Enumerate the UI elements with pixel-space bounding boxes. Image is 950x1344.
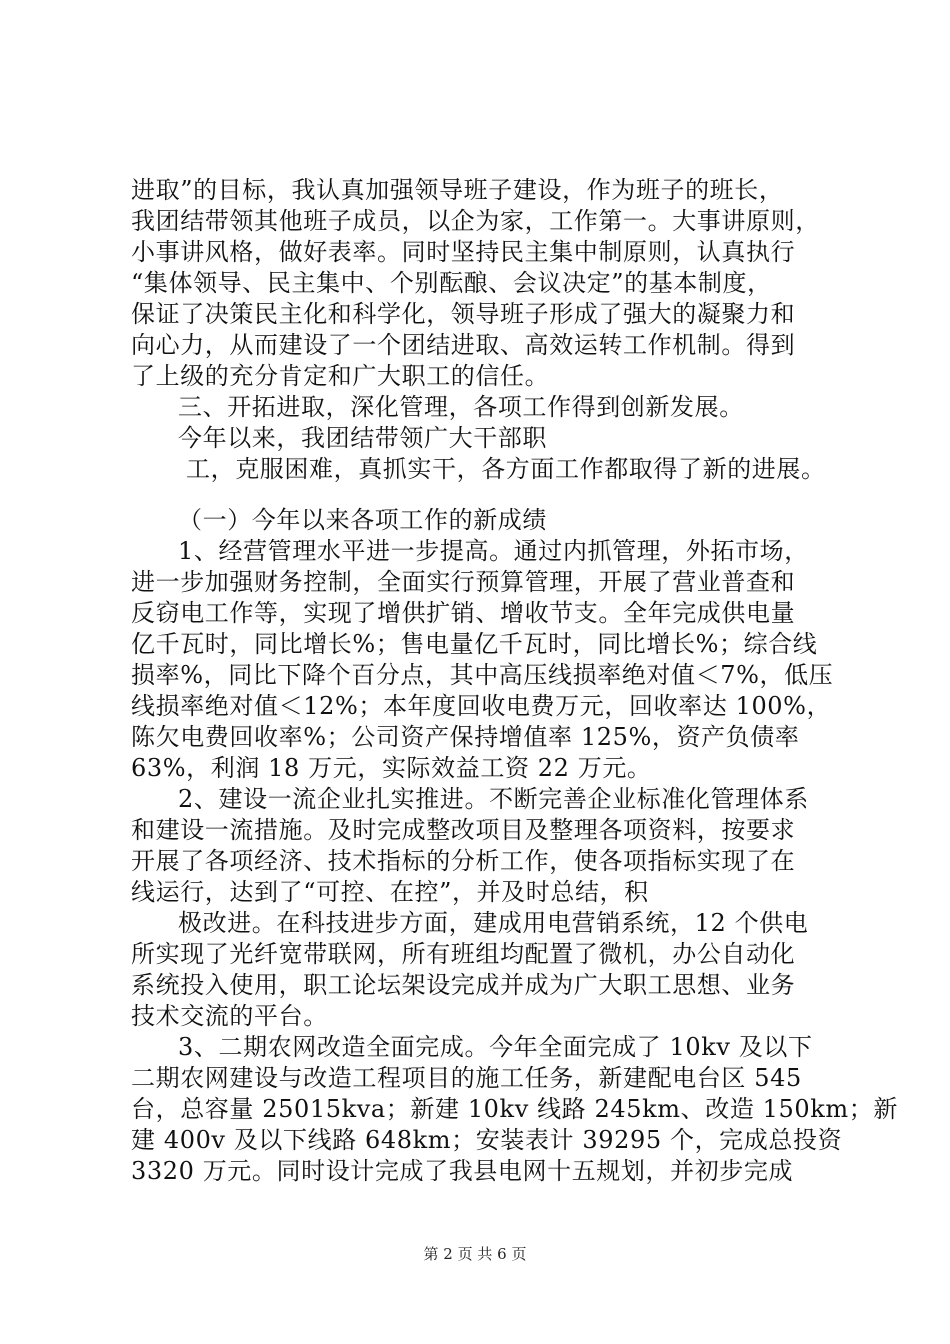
subsection-heading-1: （一）今年以来各项工作的新成绩	[178, 506, 547, 534]
text-line-22: 开展了各项经济、技术指标的分析工作，使各项指标实现了在	[131, 847, 796, 875]
page-footer: 第 2 页 共 6 页	[423, 1245, 527, 1263]
text-line-9: 今年以来，我团结带领广大干部职	[178, 424, 547, 452]
text-line-3: 小事讲风格，做好表率。同时坚持民主集中制原则，认真执行	[131, 238, 796, 266]
text-line-5: 保证了决策民主化和科学化，领导班子形成了强大的凝聚力和	[131, 300, 796, 328]
text-line-24: 极改进。在科技进步方面，建成用电营销系统，12 个供电	[178, 909, 809, 937]
text-line-28: 3、二期农网改造全面完成。今年全面完成了 10kv 及以下	[178, 1033, 813, 1061]
text-line-25: 所实现了光纤宽带联网，所有班组均配置了微机，办公自动化	[131, 940, 796, 968]
text-line-31: 建 400v 及以下线路 648km；安装表计 39295 个，完成总投资	[131, 1126, 843, 1154]
text-line-30: 台，总容量 25015kva；新建 10kv 线路 245km、改造 150km；新	[131, 1095, 898, 1123]
text-line-13: 进一步加强财务控制，全面实行预算管理，开展了营业普查和	[131, 568, 796, 596]
text-line-16: 损率%，同比下降个百分点，其中高压线损率绝对值＜7%，低压	[131, 661, 834, 689]
text-line-6: 向心力，从而建设了一个团结进取、高效运转工作机制。得到	[131, 331, 796, 359]
text-line-1: 进取”的目标，我认真加强领导班子建设，作为班子的班长，	[131, 176, 784, 204]
text-line-7: 了上级的充分肯定和广大职工的信任。	[131, 362, 550, 390]
text-line-21: 和建设一流措施。及时完成整改项目及整理各项资料，按要求	[131, 816, 796, 844]
text-line-4: “集体领导、民主集中、个别酝酿、会议决定”的基本制度，	[131, 269, 772, 297]
text-line-32: 3320 万元。同时设计完成了我县电网十五规划，并初步完成	[131, 1157, 794, 1185]
section-heading-3: 三、开拓进取，深化管理，各项工作得到创新发展。	[178, 393, 744, 421]
text-line-27: 技术交流的平台。	[131, 1002, 328, 1030]
text-line-23: 线运行，达到了“可控、在控”，并及时总结，积	[131, 878, 649, 906]
text-line-17: 线损率绝对值＜12%；本年度回收电费万元，回收率达 100%，	[131, 692, 832, 720]
text-line-12: 1、经营管理水平进一步提高。通过内抓管理，外拓市场，	[178, 537, 809, 565]
text-line-15: 亿千瓦时，同比增长%；售电量亿千瓦时，同比增长%；综合线	[131, 630, 818, 658]
text-line-26: 系统投入使用，职工论坛架设完成并成为广大职工思想、业务	[131, 971, 796, 999]
text-line-19: 63%，利润 18 万元，实际效益工资 22 万元。	[131, 754, 652, 782]
text-line-2: 我团结带领其他班子成员，以企为家，工作第一。大事讲原则，	[131, 207, 820, 235]
text-line-29: 二期农网建设与改造工程项目的施工任务，新建配电台区 545	[131, 1064, 802, 1092]
text-line-18: 陈欠电费回收率%；公司资产保持增值率 125%，资产负债率	[131, 723, 800, 751]
text-line-10: 工，克服困难，真抓实干，各方面工作都取得了新的进展。	[186, 455, 826, 483]
text-line-20: 2、建设一流企业扎实推进。不断完善企业标准化管理体系	[178, 785, 809, 813]
text-line-14: 反窃电工作等，实现了增供扩销、增收节支。全年完成供电量	[131, 599, 796, 627]
